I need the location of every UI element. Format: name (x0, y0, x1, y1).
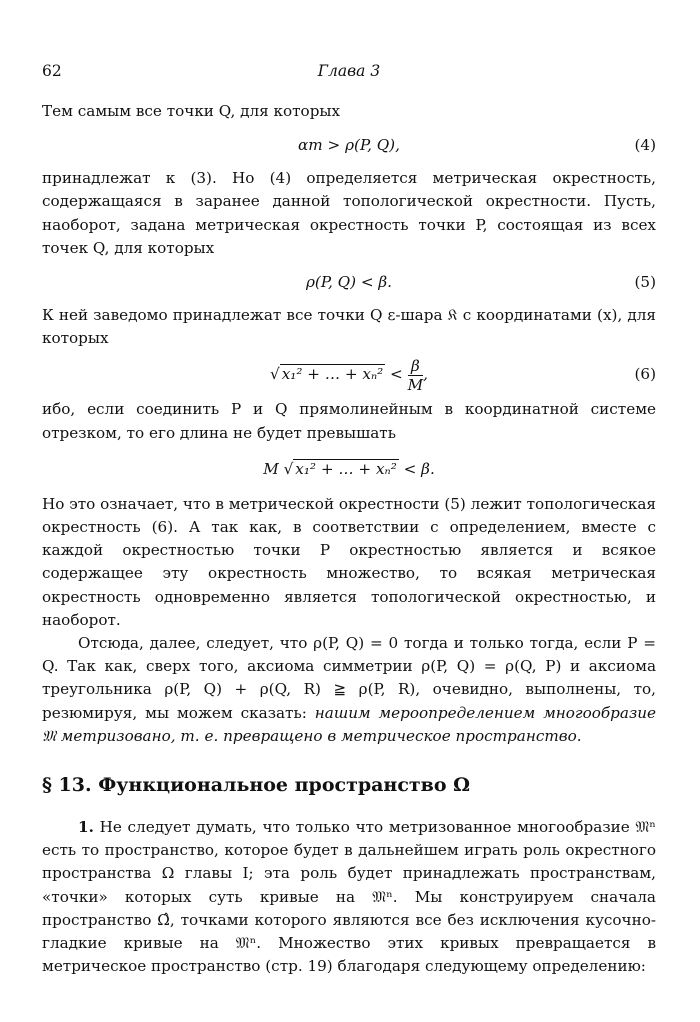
coefficient: M (263, 459, 279, 478)
equation-number: (5) (634, 273, 656, 292)
paragraph: Тем самым все точки Q, для которых (42, 102, 341, 120)
sqrt-radicand: x₁² + … + xₙ² (281, 365, 384, 384)
section-heading: § 13. Функциональное пространство Ω (42, 774, 471, 797)
paragraph-text: Отсюда, далее, следует, что ρ(P, Q) = 0 тогда и только тогда, если P = Q. Так как, сверх того, аксиома симметрии ρ(P, Q) = ρ(Q, P) и аксиома треугольника ρ(P, Q) + ρ(Q, R) ≧ ρ(P, R), очевидно, выполнены, то, резюмируя, мы можем сказать: (42, 634, 656, 722)
equation-tail: < β. (403, 459, 435, 478)
numerator: β (410, 356, 420, 375)
equation-4 (42, 123, 656, 167)
page-header (42, 62, 656, 84)
paragraph: К ней заведомо принадлежат все точки Q ε-шара 𝔎 с координатами (x), для которых (42, 306, 656, 348)
paragraph (42, 816, 656, 978)
item-number: 1. (78, 818, 94, 837)
denominator: M (407, 375, 424, 394)
equation-5 (42, 260, 656, 304)
relation: < (390, 365, 403, 384)
equation-number: (6) (634, 365, 656, 384)
fraction (408, 357, 424, 394)
paragraph (42, 632, 656, 748)
paragraph: Но это означает, что в метрической окрестности (5) лежит топологическая окрестность (6). А так как, в соответствии с определением, вместе с каждой окрестностью точки P окрестностью является и всякое содержащее эту окрестность множество, то всякая метрическая окрестность одновременно является топологической окрестностью, и наоборот. (42, 494, 656, 629)
paragraph-text: Не следует думать, что только что метризованное многообразие 𝔐ⁿ есть то пространство, которое будет в дальнейшем играть роль окрестного пространства Ω главы I; эта роль будет принадлежать пространствам, «точки» которых суть кривые на 𝔐ⁿ. Мы конструируем сначала пространство Ω̂, точками которого являются все без исключения кусочно-гладкие кривые на 𝔐ⁿ. Множество этих кривых превращается в метрическое пространство (стр. 19) благодаря следующему определению: (42, 818, 656, 976)
equation-6 (42, 350, 656, 398)
equation-number: (4) (634, 136, 656, 155)
sqrt-sign: √ (270, 365, 280, 384)
paragraph: принадлежат к (3). Но (4) определяется метрическая окрестность, содержащаяся в заранее данной топологической окрестности. Пусть, наоборот, задана метрическая окрестность точки P, состоящая из всех точек Q, для которых (42, 169, 656, 257)
page-number: 62 (42, 62, 62, 80)
paragraph: ибо, если соединить P и Q прямолинейным в координатной системе отрезком, то его длина не будет превышать (42, 400, 656, 442)
emphasized-conclusion: нашим мероопределением многообразие 𝔐 метризовано, т. е. превращено в метрическое пространство. (42, 703, 656, 745)
running-title: Глава 3 (317, 62, 381, 80)
equation-unnumbered (42, 445, 656, 493)
equation-tail: , (423, 365, 428, 384)
sqrt-radicand: x₁² + … + xₙ² (295, 459, 397, 478)
equation-formula: αm > ρ(P, Q), (298, 136, 400, 155)
body-text (42, 100, 656, 978)
sqrt-sign: √ (283, 459, 294, 478)
equation-formula: ρ(P, Q) < β. (305, 273, 392, 292)
